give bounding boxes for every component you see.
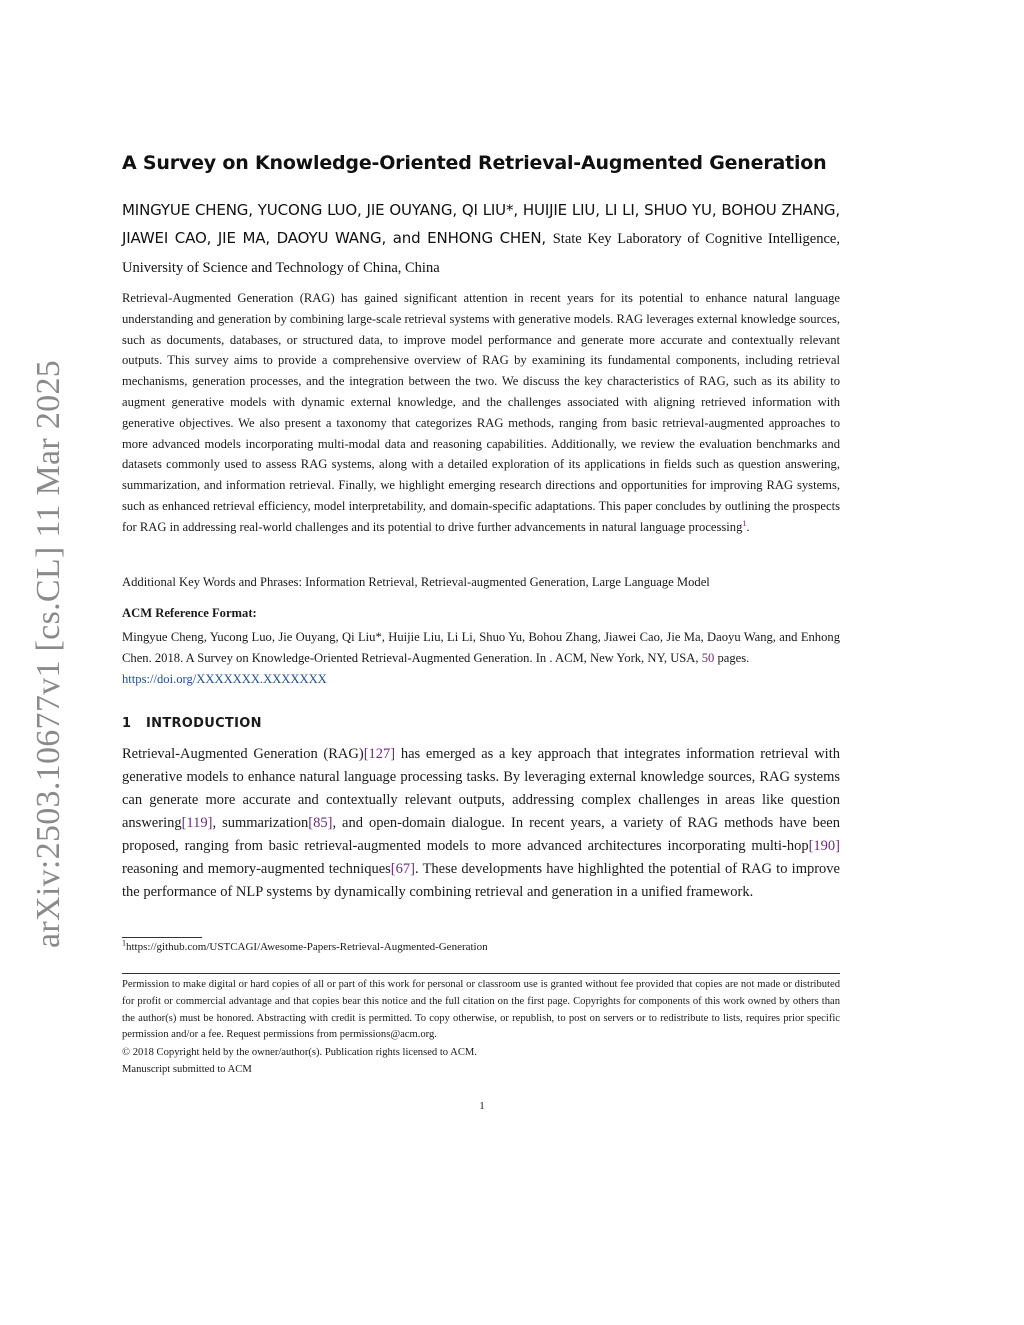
intro-paragraph: [122, 743, 840, 904]
acm-pages-suffix: pages.: [714, 650, 750, 665]
acm-reference-citation: Mingyue Cheng, Yucong Luo, Jie Ouyang, Qi Liu*, Huijie Liu, Li Li, Shuo Yu, Bohou Zhang, Jiawei Cao, Jie Ma, Daoyu Wang, and Enhong Chen. 2018. A Survey on Knowledge-Oriented Retrieval-Augmented Generation. In . ACM, New York, NY, USA,: [122, 630, 840, 665]
author-names: MINGYUE CHENG, YUCONG LUO, JIE OUYANG, QI LIU*, HUIJIE LIU, LI LI, SHUO YU, BOHOU ZHANG, JIAWEI CAO, JIE MA, DAOYU WANG, and ENHONG CHEN,: [122, 201, 840, 247]
intro-text: . These developments have highlighted the potential of RAG to improve the performance of NLP systems by dynamically combining retrieval and generation in a unified framework.: [122, 861, 840, 900]
abstract-end: .: [746, 519, 750, 534]
acm-reference-heading: ACM Reference Format:: [122, 606, 257, 620]
keywords: Additional Key Words and Phrases: Information Retrieval, Retrieval-augmented Generation, Large Language Model: [122, 575, 710, 589]
intro-text: reasoning and memory-augmented techniques: [122, 861, 391, 877]
citation-link[interactable]: [190]: [808, 838, 840, 854]
section-title: INTRODUCTION: [146, 716, 262, 731]
section-number: 1: [122, 716, 132, 731]
footnote: [122, 938, 488, 953]
footnote-url[interactable]: https://github.com/USTCAGI/Awesome-Papers-Retrieval-Augmented-Generation: [126, 941, 488, 953]
permission-divider: [122, 973, 840, 974]
citation-link[interactable]: [85]: [308, 815, 333, 831]
author-affiliation: State Key Laboratory of Cognitive Intelligence, University of Science and Technology of China, China: [122, 231, 840, 276]
abstract-footnote-link[interactable]: 1: [742, 518, 747, 528]
permission-notice: Permission to make digital or hard copies of all or part of this work for personal or classroom use is granted without fee provided that copies are not made or distributed for profit or commercial advantage and that copies bear this notice and the full citation on the first page. Copyrights for components of this work owned by others than the author(s) must be honored. Abstracting with credit is permitted. To copy otherwise, or republish, to post on servers or to redistribute to lists, requires prior specific permission and/or a fee. Request permissions from permissions@acm.org.: [122, 979, 840, 1041]
section-heading: [122, 716, 262, 731]
copyright-notice: © 2018 Copyright held by the owner/author(s). Publication rights licensed to ACM.: [122, 1047, 477, 1058]
intro-text: has emerged as a key approach that integrates information retrieval with generative models to enhance natural language processing tasks. By leveraging external knowledge sources, RAG systems can generate more accurate and contextually relevant outputs, addressing complex challenges in areas like question answering: [122, 746, 840, 831]
doi-link[interactable]: https://doi.org/XXXXXXX.XXXXXXX: [122, 671, 327, 686]
intro-text: , summarization: [212, 815, 309, 831]
citation-link[interactable]: [67]: [390, 861, 415, 877]
citation-link[interactable]: [119]: [181, 815, 213, 831]
arxiv-stamp: arXiv:2503.10677v1 [cs.CL] 11 Mar 2025: [30, 359, 67, 948]
paper-title: A Survey on Knowledge-Oriented Retrieval-Augmented Generation: [122, 152, 827, 174]
abstract: [122, 288, 840, 538]
footnote-divider: [122, 937, 202, 938]
page-number: 1: [479, 1100, 485, 1112]
author-block: [122, 196, 840, 282]
intro-text: , and open-domain dialogue. In recent years, a variety of RAG methods have been proposed, ranging from basic retrieval-augmented models to more advanced architectures incorporating multi-hop: [122, 815, 840, 854]
citation-link[interactable]: [127]: [363, 746, 396, 762]
intro-text: Retrieval-Augmented Generation (RAG): [122, 746, 364, 762]
abstract-text: Retrieval-Augmented Generation (RAG) has gained significant attention in recent years for its potential to enhance natural language understanding and generation by combining large-scale retrieval systems with generative models. RAG leverages external knowledge sources, such as documents, databases, or structured data, to improve model performance and generate more accurate and contextually relevant outputs. This survey aims to provide a comprehensive overview of RAG by examining its fundamental components, including retrieval mechanisms, generation processes, and the integration between the two. We discuss the key characteristics of RAG, such as its ability to augment generative models with dynamic external knowledge, and the challenges associated with aligning retrieved information with generative objectives. We also present a taxonomy that categorizes RAG methods, ranging from basic retrieval-augmented approaches to more advanced models incorporating multi-modal data and reasoning capabilities. Additionally, we review the evaluation benchmarks and datasets commonly used to assess RAG systems, along with a detailed exploration of its applications in fields such as question answering, summarization, and information retrieval. Finally, we highlight emerging research directions and opportunities for improving RAG systems, such as enhanced retrieval efficiency, model interpretability, and domain-specific adaptations. This paper concludes by outlining the prospects for RAG in addressing real-world challenges and its potential to drive further advancements in natural language processing: [122, 291, 840, 534]
acm-pages-link[interactable]: 50: [701, 650, 715, 665]
acm-reference-text: [122, 627, 840, 689]
footnote-marker: 1: [122, 938, 126, 948]
manuscript-note: Manuscript submitted to ACM: [122, 1064, 252, 1075]
